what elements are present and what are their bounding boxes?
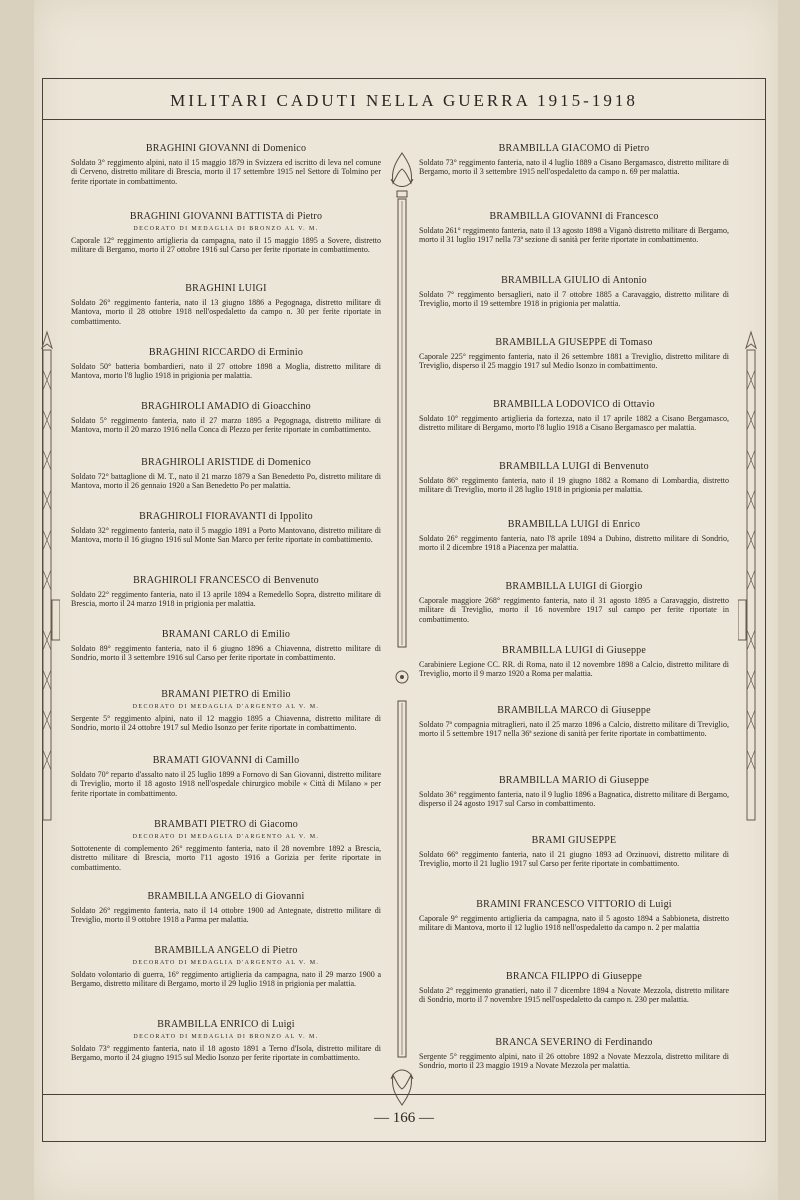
list-item <box>71 629 381 689</box>
soldier-bio: Soldato 5° reggimento fanteria, nato il 27 marzo 1895 a Pegognaga, distretto militare di Mantova, morto il 20 marzo 1916 nella Conca di Plezzo per ferite riportate in combattimento. <box>71 416 381 435</box>
soldier-name: BRAMBILLA GIUSEPPE di Tomaso <box>495 337 653 348</box>
list-item <box>419 143 729 211</box>
list-item <box>71 283 381 347</box>
left-column <box>71 143 381 1079</box>
list-item <box>419 645 729 705</box>
soldier-name: BRAGHIROLI ARISTIDE di Domenico <box>141 457 311 468</box>
soldier-bio: Caporale 9° reggimento artiglieria da campagna, nato il 5 agosto 1894 a Sabbioneta, distretto militare di Mantova, morto il 12 luglio 1918 nell'ospedaletto da campo n. 2 per malattia <box>419 914 729 933</box>
soldier-name: BRAMBILLA ANGELO di Pietro <box>154 945 298 956</box>
list-item <box>419 899 729 971</box>
soldier-bio: Soldato 70° reparto d'assalto nato il 25 luglio 1899 a Fornovo di San Giovanni, distretto militare di Treviglio, morto il 18 agosto 1918 nell'ospedale chirurgico mobile « Città di Milano » per ferite riportate in combattimento. <box>71 770 381 798</box>
list-item <box>419 399 729 461</box>
soldier-name: BRAMINI FRANCESCO VITTORIO di Luigi <box>476 899 672 910</box>
soldier-bio: Soldato 3° reggimento alpini, nato il 15 maggio 1879 in Svizzera ed iscritto di leva nel comune di Cerveno, distretto militare di Brescia, morto il 17 settembre 1915 nel Settore di Tolmino per ferite riportate in combattimento. <box>71 158 381 186</box>
soldier-bio: Soldato 86° reggimento fanteria, nato il 19 giugno 1882 a Romano di Lombardia, distretto militare di Treviglio, morto il 28 luglio 1918 in prigionia per malattia. <box>419 476 729 495</box>
left-margin-ornament <box>34 330 60 830</box>
soldier-bio: Soldato 7ª compagnia mitraglieri, nato il 25 marzo 1896 a Calcio, distretto militare di Treviglio, morto il 5 settembre 1917 nella 36ª sezione di sanità per ferite riportate in combattimento. <box>419 720 729 739</box>
soldier-bio: Soldato 89° reggimento fanteria, nato il 6 giugno 1896 a Chiavenna, distretto militare di Sondrio, morto il 3 settembre 1916 sul Carso per ferite riportate in combattimento. <box>71 644 381 663</box>
soldier-name: BRAMBILLA ENRICO di Luigi <box>157 1019 295 1030</box>
list-item <box>419 275 729 337</box>
list-item <box>71 819 381 891</box>
soldier-name: BRAMI GIUSEPPE <box>531 835 617 846</box>
soldier-bio: Sergente 5° reggimento alpini, nato il 26 ottobre 1892 a Novate Mezzola, distretto militare di Sondrio, morto il 23 maggio 1919 a Novate Mezzola per malattia. <box>419 1052 729 1071</box>
soldier-name: BRAMBILLA GIACOMO di Pietro <box>498 143 650 154</box>
soldier-name: BRAGHIROLI FIORAVANTI di Ippolito <box>139 511 313 522</box>
list-item <box>419 337 729 399</box>
soldier-bio: Soldato 7° reggimento bersaglieri, nato il 7 ottobre 1885 a Caravaggio, distretto militare di Treviglio, morto il 19 settembre 1918 in prigionia per malattia. <box>419 290 729 309</box>
soldier-name: BRAMBILLA LUIGI di Giorgio <box>505 581 643 592</box>
soldier-name: BRAMBILLA ANGELO di Giovanni <box>147 891 305 902</box>
soldier-bio: Soldato 26° reggimento fanteria, nato il 14 ottobre 1900 ad Antegnate, distretto militare di Treviglio, morto il 9 ottobre 1918 a Parma per malattia. <box>71 906 381 925</box>
soldier-bio: Sottotenente di complemento 26° reggimento fanteria, nato il 28 novembre 1892 a Brescia, distretto militare di Brescia, morto l'11 agosto 1916 a Gorizia per ferite riportate in combattimento. <box>71 844 381 872</box>
list-item <box>71 347 381 401</box>
soldier-name: BRANCA SEVERINO di Ferdinando <box>495 1037 653 1048</box>
list-item <box>71 891 381 945</box>
list-item <box>71 575 381 629</box>
soldier-name: BRAMANI CARLO di Emilio <box>161 629 291 640</box>
soldier-name: BRAGHINI GIOVANNI BATTISTA di Pietro <box>129 211 323 222</box>
list-item <box>419 705 729 775</box>
soldier-name: BRAMBILLA LODOVICO di Ottavio <box>493 399 655 410</box>
soldier-bio: Soldato 26° reggimento fanteria, nato il 13 giugno 1886 a Pegognaga, distretto militare di Mantova, morto il 28 ottobre 1918 nell'ospedaletto da campo n. 30 per ferite riportate in combattimento. <box>71 298 381 326</box>
center-ornament-staff <box>387 149 417 1109</box>
list-item <box>419 581 729 645</box>
soldier-name: BRAGHIROLI AMADIO di Gioacchino <box>141 401 311 412</box>
soldier-bio: Soldato 36° reggimento fanteria, nato il 9 luglio 1896 a Bagnatica, distretto militare di Bergamo, disperso il 24 agosto 1917 sul Carso in combattimento. <box>419 790 729 809</box>
soldier-name: BRANCA FILIPPO di Giuseppe <box>505 971 643 982</box>
soldier-bio: Caporale maggiore 268° reggimento fanteria, nato il 31 agosto 1895 a Caravaggio, distretto militare di Treviglio, morto il 16 novembre 1917 sul campo per ferite riportate in combattimento. <box>419 596 729 624</box>
list-item <box>71 511 381 575</box>
page-frame <box>42 78 766 1142</box>
list-item <box>71 755 381 819</box>
soldier-bio: Soldato 26° reggimento fanteria, nato l'8 aprile 1894 a Dubino, distretto militare di Sondrio, morto il 2 dicembre 1918 a Piacenza per malattia. <box>419 534 729 553</box>
list-item <box>71 945 381 1019</box>
page-number: — 166 — <box>43 1094 765 1141</box>
soldier-name: BRAGHINI RICCARDO di Erminio <box>148 347 304 358</box>
medal-note: DECORATO DI MEDAGLIA DI BRONZO AL V. M. <box>133 1034 319 1040</box>
soldier-bio: Caporale 225° reggimento fanteria, nato il 26 settembre 1881 a Treviglio, distretto militare di Treviglio, disperso il 25 maggio 1917 sul Medio Isonzo in combattimento. <box>419 352 729 371</box>
soldier-name: BRAGHIROLI FRANCESCO di Benvenuto <box>133 575 319 586</box>
soldier-bio: Caporale 12° reggimento artiglieria da campagna, nato il 15 maggio 1895 a Sovere, distretto militare di Bergamo, morto il 27 ottobre 1916 sul Carso per ferite riportate in combattimento. <box>71 236 381 255</box>
medal-note: DECORATO DI MEDAGLIA D'ARGENTO AL V. M. <box>132 704 320 710</box>
list-item <box>71 457 381 511</box>
soldier-bio: Soldato 50° batteria bombardieri, nato il 27 ottobre 1898 a Moglia, distretto militare di Mantova, morto l'8 luglio 1918 in prigionia per malattia. <box>71 362 381 381</box>
list-item <box>71 401 381 457</box>
soldier-bio: Sergente 5° reggimento alpini, nato il 12 maggio 1895 a Chiavenna, distretto militare di Sondrio, morto il 24 ottobre 1917 sul Medio Isonzo per ferite riportate in combattimento. <box>71 714 381 733</box>
list-item <box>419 461 729 519</box>
soldier-name: BRAMBILLA MARIO di Giuseppe <box>498 775 650 786</box>
page-sheet <box>34 0 778 1200</box>
right-margin-ornament <box>738 330 764 830</box>
soldier-name: BRAMATI GIOVANNI di Camillo <box>152 755 300 766</box>
list-item <box>71 143 381 211</box>
soldier-bio: Soldato 72° battaglione di M. T., nato il 21 marzo 1879 a San Benedetto Po, distretto militare di Mantova, morto il 26 gennaio 1920 a San Benedetto Po per malattia. <box>71 472 381 491</box>
soldier-name: BRAMBILLA GIULIO di Antonio <box>501 275 647 286</box>
soldier-bio: Soldato 22° reggimento fanteria, nato il 13 aprile 1894 a Remedello Sopra, distretto militare di Brescia, morto il 24 marzo 1918 in prigionia per malattia. <box>71 590 381 609</box>
soldier-name: BRAGHINI LUIGI <box>185 283 267 294</box>
medal-note: DECORATO DI MEDAGLIA D'ARGENTO AL V. M. <box>132 960 320 966</box>
list-item <box>419 971 729 1037</box>
soldier-bio: Soldato 73° reggimento fanteria, nato il 4 luglio 1889 a Cisano Bergamasco, distretto militare di Bergamo, morto il 3 settembre 1915 nell'ospedaletto da campo n. 69 per malattia. <box>419 158 729 177</box>
list-item <box>419 775 729 835</box>
list-item <box>71 211 381 283</box>
soldier-name: BRAMBILLA LUIGI di Giuseppe <box>502 645 646 656</box>
medal-note: DECORATO DI MEDAGLIA D'ARGENTO AL V. M. <box>132 834 320 840</box>
list-item <box>71 689 381 755</box>
soldier-bio: Soldato 10° reggimento artiglieria da fortezza, nato il 17 aprile 1882 a Cisano Bergamasco, distretto militare di Bergamo, morto l'8 luglio 1918 a Cisano Bergamasco per malattia. <box>419 414 729 433</box>
list-item <box>419 211 729 275</box>
list-item <box>419 1037 729 1087</box>
right-column <box>419 143 729 1087</box>
page-title: MILITARI CADUTI NELLA GUERRA 1915-1918 <box>43 79 765 120</box>
soldier-bio: Soldato 261° reggimento fanteria, nato il 13 agosto 1898 a Viganò distretto militare di Bergamo, morto il 31 luglio 1917 nella 73ª sezione di sanità per ferite riportate in combattimento. <box>419 226 729 245</box>
soldier-bio: Soldato volontario di guerra, 16° reggimento artiglieria da campagna, nato il 29 marzo 1900 a Bergamo, distretto militare di Bergamo, morto il 29 luglio 1918 in prigionia per malattia. <box>71 970 381 989</box>
soldier-name: BRAMBATI PIETRO di Giacomo <box>154 819 298 830</box>
soldier-bio: Carabiniere Legione CC. RR. di Roma, nato il 12 novembre 1898 a Calcio, distretto militare di Treviglio, morto il 9 marzo 1920 a Roma per malattia. <box>419 660 729 679</box>
soldier-bio: Soldato 73° reggimento fanteria, nato il 18 agosto 1891 a Terno d'Isola, distretto militare di Bergamo, morto il 24 giugno 1915 sul Medio Isonzo per ferite riportate in combattimento. <box>71 1044 381 1063</box>
soldier-name: BRAMBILLA LUIGI di Enrico <box>507 519 641 530</box>
soldier-name: BRAMANI PIETRO di Emilio <box>161 689 291 700</box>
list-item <box>71 1019 381 1079</box>
soldier-bio: Soldato 2° reggimento granatieri, nato il 7 dicembre 1894 a Novate Mezzola, distretto militare di Sondrio, morto il 7 novembre 1915 nell'ospedaletto da campo n. 230 per malattia. <box>419 986 729 1005</box>
soldier-name: BRAMBILLA GIOVANNI di Francesco <box>489 211 659 222</box>
soldier-name: BRAMBILLA MARCO di Giuseppe <box>497 705 651 716</box>
soldier-bio: Soldato 32° reggimento fanteria, nato il 5 maggio 1891 a Porto Mantovano, distretto militare di Mantova, morto il 16 giugno 1916 sul Monte San Marco per ferite riportate in combattimento. <box>71 526 381 545</box>
soldier-name: BRAGHINI GIOVANNI di Domenico <box>145 143 307 154</box>
soldier-bio: Soldato 66° reggimento fanteria, nato il 21 giugno 1893 ad Orzinuovi, distretto militare di Treviglio, morto il 21 luglio 1917 sul Carso per ferite riportate in combattimento. <box>419 850 729 869</box>
soldier-name: BRAMBILLA LUIGI di Benvenuto <box>499 461 649 472</box>
list-item <box>419 519 729 581</box>
list-item <box>419 835 729 899</box>
medal-note: DECORATO DI MEDAGLIA DI BRONZO AL V. M. <box>133 226 319 232</box>
